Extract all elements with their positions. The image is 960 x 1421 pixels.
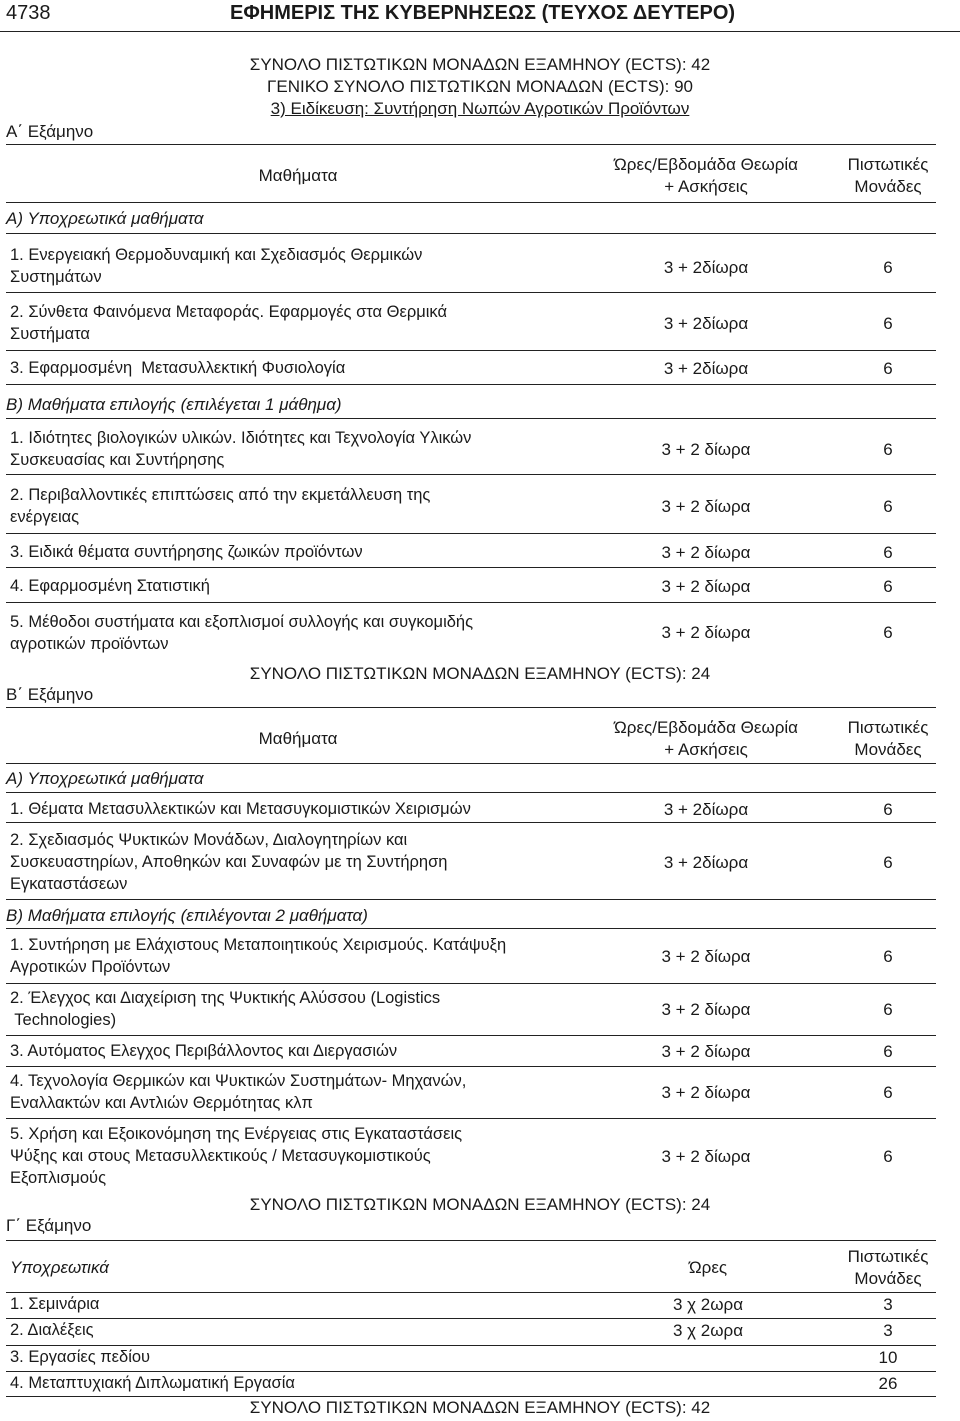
rule <box>6 899 936 900</box>
course-credits: 6 <box>883 1147 893 1166</box>
course-name-cont: Συστημάτων <box>10 268 102 286</box>
semester-b-total: ΣΥΝΟΛΟ ΠΙΣΤΩΤΙΚΩΝ ΜΟΝΑΔΩΝ ΕΞΑΜΗΝΟΥ (ECTS): 24 <box>249 1195 711 1214</box>
course-hours: 3 + 2 δίωρα <box>661 497 751 516</box>
elective-note: (επιλέγονται 2 μαθήματα) <box>180 906 368 925</box>
course-credits: 6 <box>883 314 893 333</box>
rule <box>6 384 936 385</box>
rule <box>6 1371 936 1372</box>
row-name: 4. Μεταπτυχιακή Διπλωματική Εργασία <box>10 1374 295 1392</box>
page-number: 4738 <box>6 2 51 24</box>
course-name: 2. Σύνθετα Φαινόμενα Μεταφοράς. Εφαρμογές στα Θερμικά <box>10 303 448 321</box>
course-name: 5. Χρήση και Εξοικονόμηση της Ενέργειας στις Εγκαταστάσεις <box>10 1125 463 1143</box>
rule <box>6 1035 936 1036</box>
row-credits: 3 <box>883 1295 893 1314</box>
previous-semester-total: ΣΥΝΟΛΟ ΠΙΣΤΩΤΙΚΩΝ ΜΟΝΑΔΩΝ ΕΞΑΜΗΝΟΥ (ECTS): 42 <box>249 55 711 74</box>
semester-c-title: Γ΄ Εξάμηνο <box>6 1216 92 1235</box>
semester-a-total: ΣΥΝΟΛΟ ΠΙΣΤΩΤΙΚΩΝ ΜΟΝΑΔΩΝ ΕΞΑΜΗΝΟΥ (ECTS): 24 <box>249 664 711 683</box>
elective-title: Β) Μαθήματα επιλογής <box>6 906 176 925</box>
course-hours: 3 + 2 δίωρα <box>661 1000 751 1019</box>
semester-a-col-hours-2: + Ασκήσεις <box>664 177 748 196</box>
course-name-cont: Εναλλακτών και Αντλιών Θερμότητας κλπ <box>10 1094 313 1112</box>
elective-title: Β) Μαθήματα επιλογής <box>6 395 176 414</box>
course-credits: 6 <box>883 577 893 596</box>
rule <box>6 292 936 293</box>
semester-c-total: ΣΥΝΟΛΟ ΠΙΣΤΩΤΙΚΩΝ ΜΟΝΑΔΩΝ ΕΞΑΜΗΝΟΥ (ECTS): 42 <box>249 1398 711 1417</box>
rule <box>6 1318 936 1319</box>
course-name: 3. Ειδικά θέματα συντήρησης ζωικών προϊόντων <box>10 543 363 561</box>
semester-a-col-courses: Μαθήματα <box>258 166 338 185</box>
course-credits: 6 <box>883 1042 893 1061</box>
course-name: 3. Εφαρμοσμένη Μετασυλλεκτική Φυσιολογία <box>10 359 346 377</box>
rule <box>6 474 936 475</box>
course-credits: 6 <box>883 440 893 459</box>
course-credits: 6 <box>883 359 893 378</box>
course-name: 1. Ιδιότητες βιολογικών υλικών. Ιδιότητες και Τεχνολογία Υλικών <box>10 429 472 447</box>
semester-a-col-credits-1: Πιστωτικές <box>847 155 929 174</box>
semester-b-top-rule <box>6 707 936 708</box>
course-name: 2. Έλεγχος και Διαχείριση της Ψυκτικής Αλύσσου (Logistics <box>10 989 441 1007</box>
semester-a-col-credits-2: Μονάδες <box>854 177 922 196</box>
rule <box>6 1118 936 1119</box>
rule <box>6 602 936 603</box>
course-name-cont: Συσκευασίας και Συντήρησης <box>10 451 225 469</box>
semester-a-required-title: Α) Υποχρεωτικά μαθήματα <box>6 209 204 228</box>
course-credits: 6 <box>883 258 893 277</box>
semester-b-col-hours-2: + Ασκήσεις <box>664 740 748 759</box>
rule <box>6 763 936 764</box>
rule <box>6 418 936 419</box>
course-hours: 3 + 2 δίωρα <box>661 440 751 459</box>
row-credits: 26 <box>878 1374 898 1393</box>
semester-b-col-courses: Μαθήματα <box>258 729 338 748</box>
rule <box>6 533 936 534</box>
semester-a-elective-heading <box>6 394 342 415</box>
row-name: 3. Εργασίες πεδίου <box>10 1348 151 1366</box>
row-hours: 3 χ 2ωρα <box>672 1321 744 1340</box>
rule <box>6 983 936 984</box>
semester-a-top-rule <box>6 144 936 145</box>
course-hours: 3 + 2δίωρα <box>663 853 749 872</box>
course-hours: 3 + 2δίωρα <box>663 258 749 277</box>
semester-c-top-rule <box>6 1240 936 1241</box>
rule <box>6 350 936 351</box>
course-hours: 3 + 2 δίωρα <box>661 1042 751 1061</box>
row-credits: 3 <box>883 1321 893 1340</box>
semester-c-col-credits-1: Πιστωτικές <box>847 1247 929 1266</box>
semester-a-title: Α΄ Εξάμηνο <box>6 122 94 141</box>
course-name: 4. Τεχνολογία Θερμικών και Ψυκτικών Συστημάτων- Μηχανών, <box>10 1072 467 1090</box>
course-name-cont: Συσκευαστηρίων, Αποθηκών και Συναφών με τη Συντήρηση <box>10 853 448 871</box>
semester-c-col-hours: Ώρες <box>688 1258 728 1277</box>
semester-b-col-credits-2: Μονάδες <box>854 740 922 759</box>
row-hours: 3 χ 2ωρα <box>672 1295 744 1314</box>
course-credits: 6 <box>883 947 893 966</box>
course-name-cont: Εγκαταστάσεων <box>10 875 128 893</box>
rule <box>6 567 936 568</box>
course-name: 2. Περιβαλλοντικές επιπτώσεις από την εκμετάλλευση της <box>10 486 431 504</box>
semester-b-required-title: Α) Υποχρεωτικά μαθήματα <box>6 769 204 788</box>
elective-note: (επιλέγεται 1 μάθημα) <box>180 395 342 414</box>
course-hours: 3 + 2δίωρα <box>663 314 749 333</box>
course-hours: 3 + 2 δίωρα <box>661 543 751 562</box>
rule <box>6 822 936 823</box>
course-credits: 6 <box>883 497 893 516</box>
header-rule <box>0 31 960 32</box>
rule <box>6 792 936 793</box>
course-hours: 3 + 2δίωρα <box>663 800 749 819</box>
rule <box>6 1292 936 1293</box>
gazette-title: ΕΦΗΜΕΡΙΣ ΤΗΣ ΚΥΒΕΡΝΗΣΕΩΣ (ΤΕΥΧΟΣ ΔΕΥΤΕΡΟ) <box>230 2 736 24</box>
semester-b-col-credits-1: Πιστωτικές <box>847 718 929 737</box>
course-credits: 6 <box>883 1083 893 1102</box>
course-name-cont: Αγροτικών Προϊόντων <box>10 958 171 976</box>
row-credits: 10 <box>878 1348 898 1367</box>
row-name: 1. Σεμινάρια <box>10 1295 100 1313</box>
row-name: 2. Διαλέξεις <box>10 1321 94 1339</box>
course-name-cont: ενέργειας <box>10 508 80 526</box>
course-name-cont: Technologies) <box>10 1011 117 1029</box>
grand-total: ΓΕΝΙΚΟ ΣΥΝΟΛΟ ΠΙΣΤΩΤΙΚΩΝ ΜΟΝΑΔΩΝ (ECTS): 90 <box>267 77 693 96</box>
course-name: 1. Θέματα Μετασυλλεκτικών και Μετασυγκομιστικών Χειρισμών <box>10 800 471 818</box>
course-hours: 3 + 2δίωρα <box>663 359 749 378</box>
rule <box>6 1345 936 1346</box>
rule <box>6 1066 936 1067</box>
course-name: 5. Μέθοδοι συστήματα και εξοπλισμοί συλλογής και συγκομιδής <box>10 613 474 631</box>
course-hours: 3 + 2 δίωρα <box>661 577 751 596</box>
course-hours: 3 + 2 δίωρα <box>661 1083 751 1102</box>
course-credits: 6 <box>883 1000 893 1019</box>
rule <box>6 928 936 929</box>
semester-b-title: Β΄ Εξάμηνο <box>6 685 94 704</box>
course-name: 3. Αυτόματος Ελεγχος Περιβάλλοντος και Διεργασιών <box>10 1042 398 1060</box>
course-name: 1. Συντήρηση με Ελάχιστους Μεταποιητικούς Χειρισμούς. Κατάψυξη <box>10 936 507 954</box>
course-name: 1. Ενεργειακή Θερμοδυναμική και Σχεδιασμός Θερμικών <box>10 246 423 264</box>
semester-c-col-credits-2: Μονάδες <box>854 1269 922 1288</box>
course-hours: 3 + 2 δίωρα <box>661 1147 751 1166</box>
rule <box>6 233 936 234</box>
semester-c-col-required: Υποχρεωτικά <box>10 1258 109 1277</box>
course-credits: 6 <box>883 543 893 562</box>
course-hours: 3 + 2 δίωρα <box>661 623 751 642</box>
course-name-cont: Ψύξης και στους Μετασυλλεκτικούς / Μετασυγκομιστικούς <box>10 1147 431 1165</box>
semester-b-elective-heading <box>6 905 368 926</box>
course-name-cont: αγροτικών προϊόντων <box>10 635 169 653</box>
course-name-cont: Συστήματα <box>10 325 90 343</box>
semester-a-col-hours-1: Ώρες/Εβδομάδα Θεωρία <box>614 155 798 174</box>
course-credits: 6 <box>883 800 893 819</box>
course-hours: 3 + 2 δίωρα <box>661 947 751 966</box>
course-credits: 6 <box>883 623 893 642</box>
semester-b-col-hours-1: Ώρες/Εβδομάδα Θεωρία <box>614 718 798 737</box>
course-credits: 6 <box>883 853 893 872</box>
course-name: 4. Εφαρμοσμένη Στατιστική <box>10 577 210 595</box>
rule <box>6 202 936 203</box>
course-name-cont: Εξοπλισμούς <box>10 1169 107 1187</box>
course-name: 2. Σχεδιασμός Ψυκτικών Μονάδων, Διαλογητηρίων και <box>10 831 408 849</box>
specialization-title: 3) Ειδίκευση: Συντήρηση Νωπών Αγροτικών Προϊόντων <box>270 99 690 118</box>
